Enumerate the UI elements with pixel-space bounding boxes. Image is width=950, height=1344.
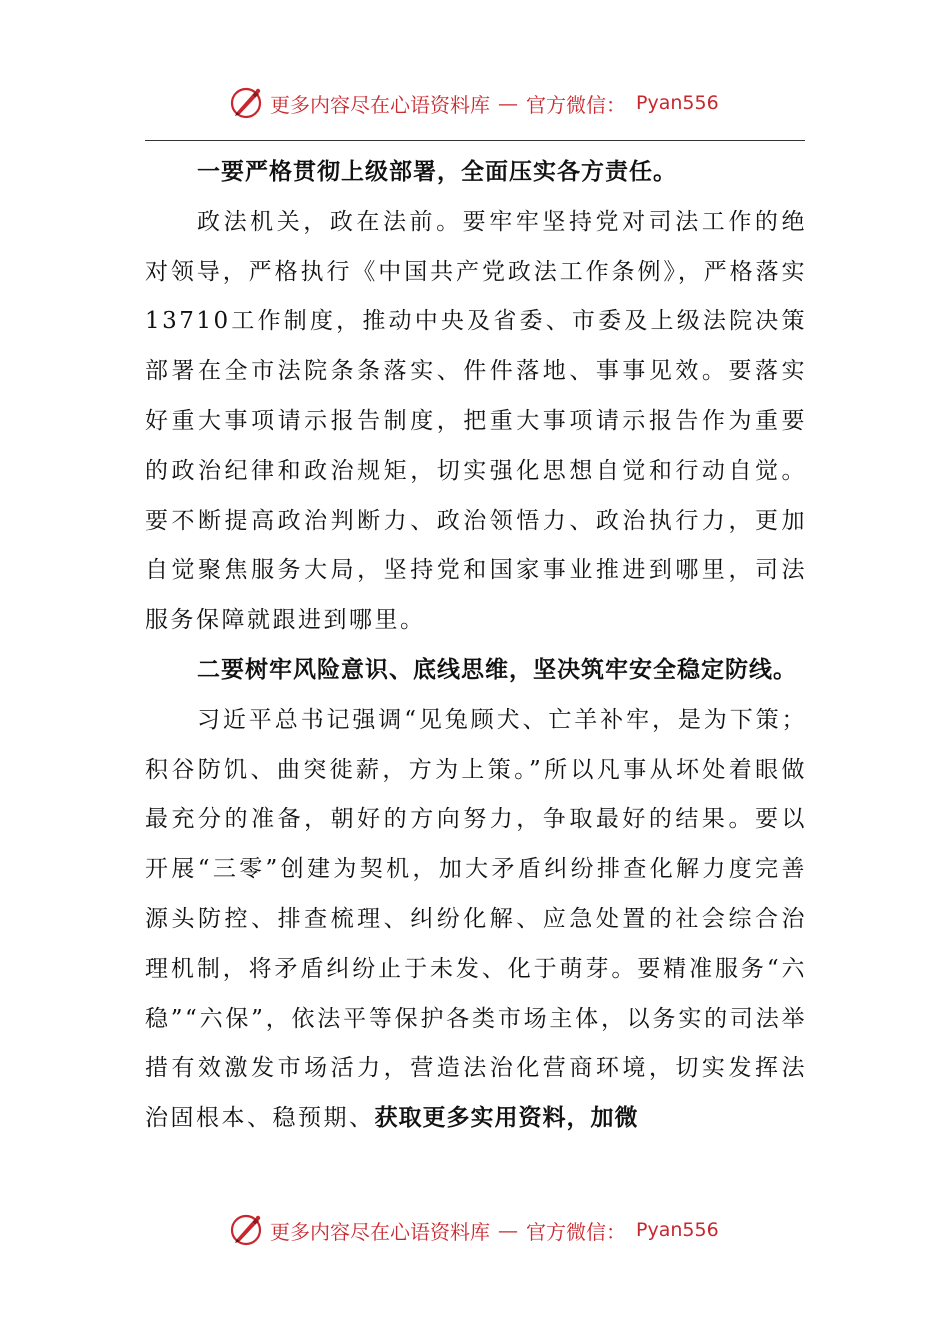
header-divider — [145, 140, 805, 141]
pen-logo-icon — [228, 85, 264, 121]
watermark-wechat-id: Pyan556 — [636, 1219, 719, 1241]
section-heading-2: 二要树牢风险意识、底线思维，坚决筑牢安全稳定防线。 — [197, 656, 797, 683]
pen-logo-icon — [228, 1212, 264, 1248]
watermark-wechat-label: 官方微信： — [526, 92, 626, 117]
watermark-main-text: 更多内容尽在心语资料库 — [270, 92, 490, 117]
watermark-dash: — — [498, 91, 518, 115]
watermark-dash: — — [498, 1218, 518, 1242]
section-heading-1: 一要严格贯彻上级部署，全面压实各方责任。 — [197, 159, 677, 185]
watermark-wechat-label: 官方微信： — [526, 1219, 626, 1244]
paragraph-2-promo-tail: 获取更多实用资料，加微 — [374, 1105, 639, 1132]
paragraph-2-text: 习近平总书记强调“见兔顾犬、亡羊补牢，是为下策；积谷防饥、曲突徙薪，方为上策。”所以凡事从坏处着眼做最充分的准备，朝好的方向努力，争取最好的结果。要以开展“三零”创建为契机，加大矛盾纠纷排查化解力度完善源头防控、排查梳理、纠纷化解、应急处置的社会综合治理机制，将矛盾纠纷止于未发、化于萌芽。要精准服务“六稳”“六保”，依法平等保护各类市场主体，以务实的司法举措有效激发市场活力，营造法治化营商环境，切实发挥法治固根本、稳预期、 — [145, 706, 807, 1132]
header-watermark — [228, 84, 719, 122]
paragraph-2 — [145, 696, 807, 1144]
paragraph-1: 政法机关，政在法前。要牢牢坚持党对司法工作的绝对领导，严格执行《中国共产党政法工作条例》，严格落实13710工作制度，推动中央及省委、市委及上级法院决策部署在全市法院条条落实、件件落地、事事见效。要落实好重大事项请示报告制度，把重大事项请示报告作为重要的政治纪律和政治规矩，切实强化思想自觉和行动自觉。要不断提高政治判断力、政治领悟力、政治执行力，更加自觉聚焦服务大局，坚持党和国家事业推进到哪里，司法服务保障就跟进到哪里。 — [145, 208, 807, 634]
footer-watermark — [228, 1211, 719, 1249]
document-body — [145, 148, 807, 1144]
watermark-wechat-id: Pyan556 — [636, 92, 719, 114]
watermark-main-text: 更多内容尽在心语资料库 — [270, 1219, 490, 1244]
